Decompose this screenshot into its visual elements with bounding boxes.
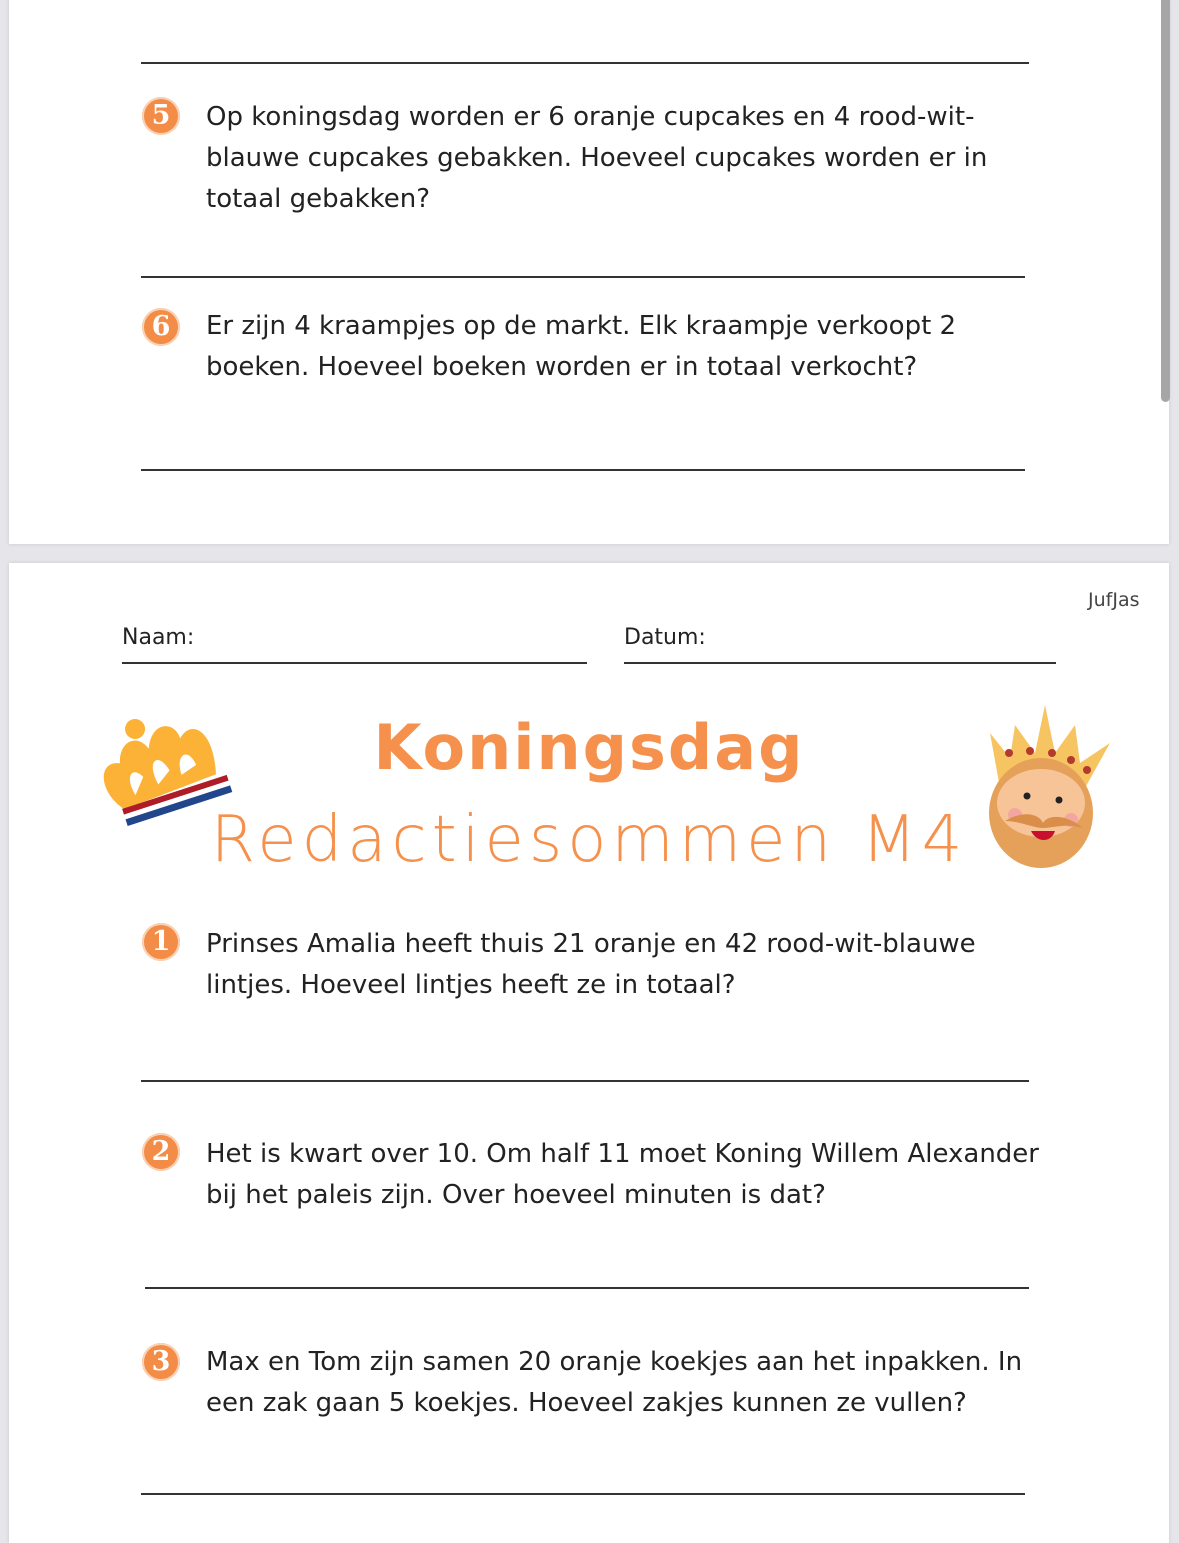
brand-label: JufJas <box>1088 589 1140 611</box>
question-5-text: Op koningsdag worden er 6 oranje cupcakes en 4 rood-wit-blauwe cupcakes gebakken. Hoeveel cupcakes worden er in totaal gebakken? <box>206 102 988 214</box>
question-number-badge-3: 3 <box>142 1343 180 1381</box>
worksheet-page-previous <box>9 0 1169 544</box>
worksheet-subtitle: Redactiesommen M4 <box>210 803 968 877</box>
worksheet-page <box>9 563 1169 1543</box>
date-field-line[interactable] <box>624 662 1056 664</box>
vertical-scrollbar[interactable] <box>1161 0 1170 402</box>
date-label: Datum: <box>624 625 706 650</box>
question-number-badge-6: 6 <box>142 308 180 346</box>
answer-line-5[interactable] <box>141 276 1025 278</box>
answer-line-2[interactable] <box>145 1287 1029 1289</box>
answer-line-1[interactable] <box>141 1080 1029 1082</box>
answer-line-6[interactable] <box>141 469 1025 471</box>
king-icon <box>975 703 1115 873</box>
name-field-line[interactable] <box>122 662 587 664</box>
question-1-text: Prinses Amalia heeft thuis 21 oranje en 42 rood-wit-blauwe lintjes. Hoeveel lintjes heeft ze in totaal? <box>206 929 976 1000</box>
answer-line-4[interactable] <box>141 62 1029 64</box>
worksheet-title: Koningsdag <box>373 711 805 784</box>
answer-line-3[interactable] <box>141 1493 1025 1495</box>
question-number-badge-2: 2 <box>142 1133 180 1171</box>
question-3-text: Max en Tom zijn samen 20 oranje koekjes aan het inpakken. In een zak gaan 5 koekjes. Hoeveel zakjes kunnen ze vullen? <box>206 1347 1023 1418</box>
question-2-text: Het is kwart over 10. Om half 11 moet Koning Willem Alexander bij het paleis zijn. Over hoeveel minuten is dat? <box>206 1139 1039 1210</box>
question-number-badge-5: 5 <box>142 97 180 135</box>
question-6-text: Er zijn 4 kraampjes op de markt. Elk kraampje verkoopt 2 boeken. Hoeveel boeken worden er in totaal verkocht? <box>206 311 957 382</box>
question-number-badge-1: 1 <box>142 923 180 961</box>
name-label: Naam: <box>122 625 195 650</box>
